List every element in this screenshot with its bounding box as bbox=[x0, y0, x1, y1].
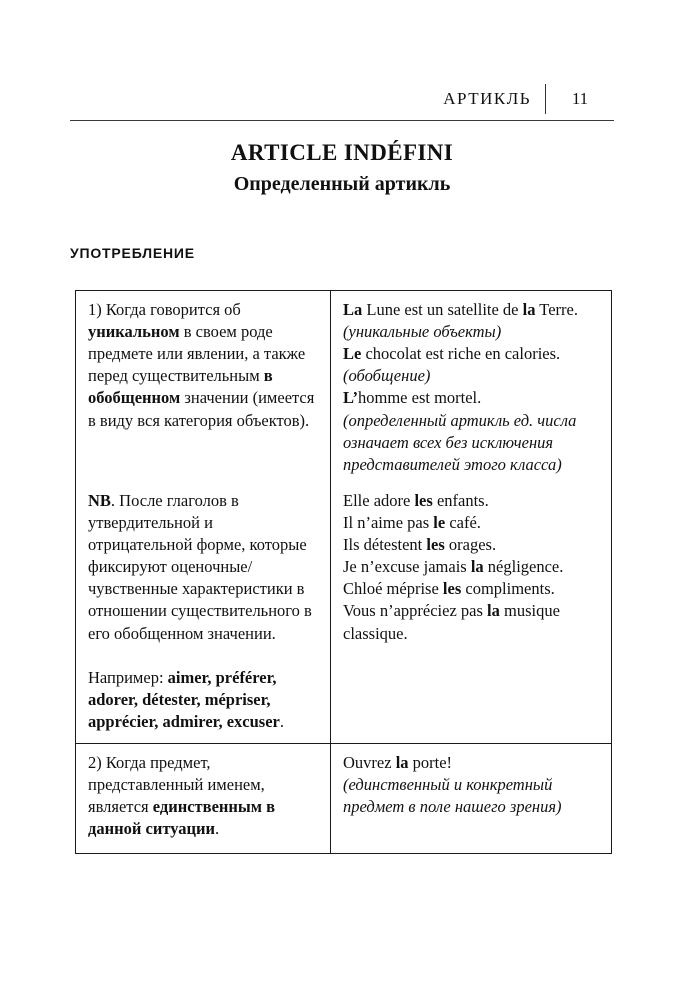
rule-cell: 1) Когда говорится об уникальном в своем роде предмете или явлении, а также перед существительным в обобщенном значении (имеется в виду вся категория объектов). bbox=[76, 291, 331, 490]
running-head-title: АРТИКЛЬ bbox=[443, 89, 531, 108]
examples-cell: Ouvrez la porte! (единственный и конкретный предмет в поле нашего зрения) bbox=[331, 744, 612, 853]
examples-cell: La Lune est un satellite de la Terre. (уникальные объекты) Le chocolat est riche en calories. (обобщение) L’homme est mortel. (определенный артикль ед. числа означает всех без исключения представителей этого класса) bbox=[331, 291, 612, 490]
usage-table bbox=[75, 290, 612, 854]
table-row bbox=[76, 490, 612, 744]
article-title: ARTICLE INDÉFINI bbox=[230, 140, 454, 165]
table-row bbox=[76, 744, 612, 853]
header-rule bbox=[70, 120, 614, 121]
page-number: 11 bbox=[571, 89, 589, 108]
table-row bbox=[76, 291, 612, 490]
rule-cell: 2) Когда предмет, представленный именем, является единственным в данной ситуации. bbox=[76, 744, 331, 853]
article-subtitle: Определенный артикль bbox=[233, 173, 451, 195]
usage-heading: УПОТРЕБЛЕНИЕ bbox=[70, 245, 195, 261]
rule-cell: NB. После глаголов в утвердительной и отрицательной форме, которые фиксируют оценочные/чувственные характеристики в отношении существительного в его обобщенном значении. Например: aimer, préférer, adorer, détester, mépriser, apprécier, admirer, excuser. bbox=[76, 490, 331, 744]
examples-cell: Elle adore les enfants. Il n’aime pas le café. Ils détestent les orages. Je n’excuse jamais la négligence. Chloé méprise les compliments. Vous n’appréciez pas la musique classique. bbox=[331, 490, 612, 744]
running-head bbox=[443, 84, 614, 114]
